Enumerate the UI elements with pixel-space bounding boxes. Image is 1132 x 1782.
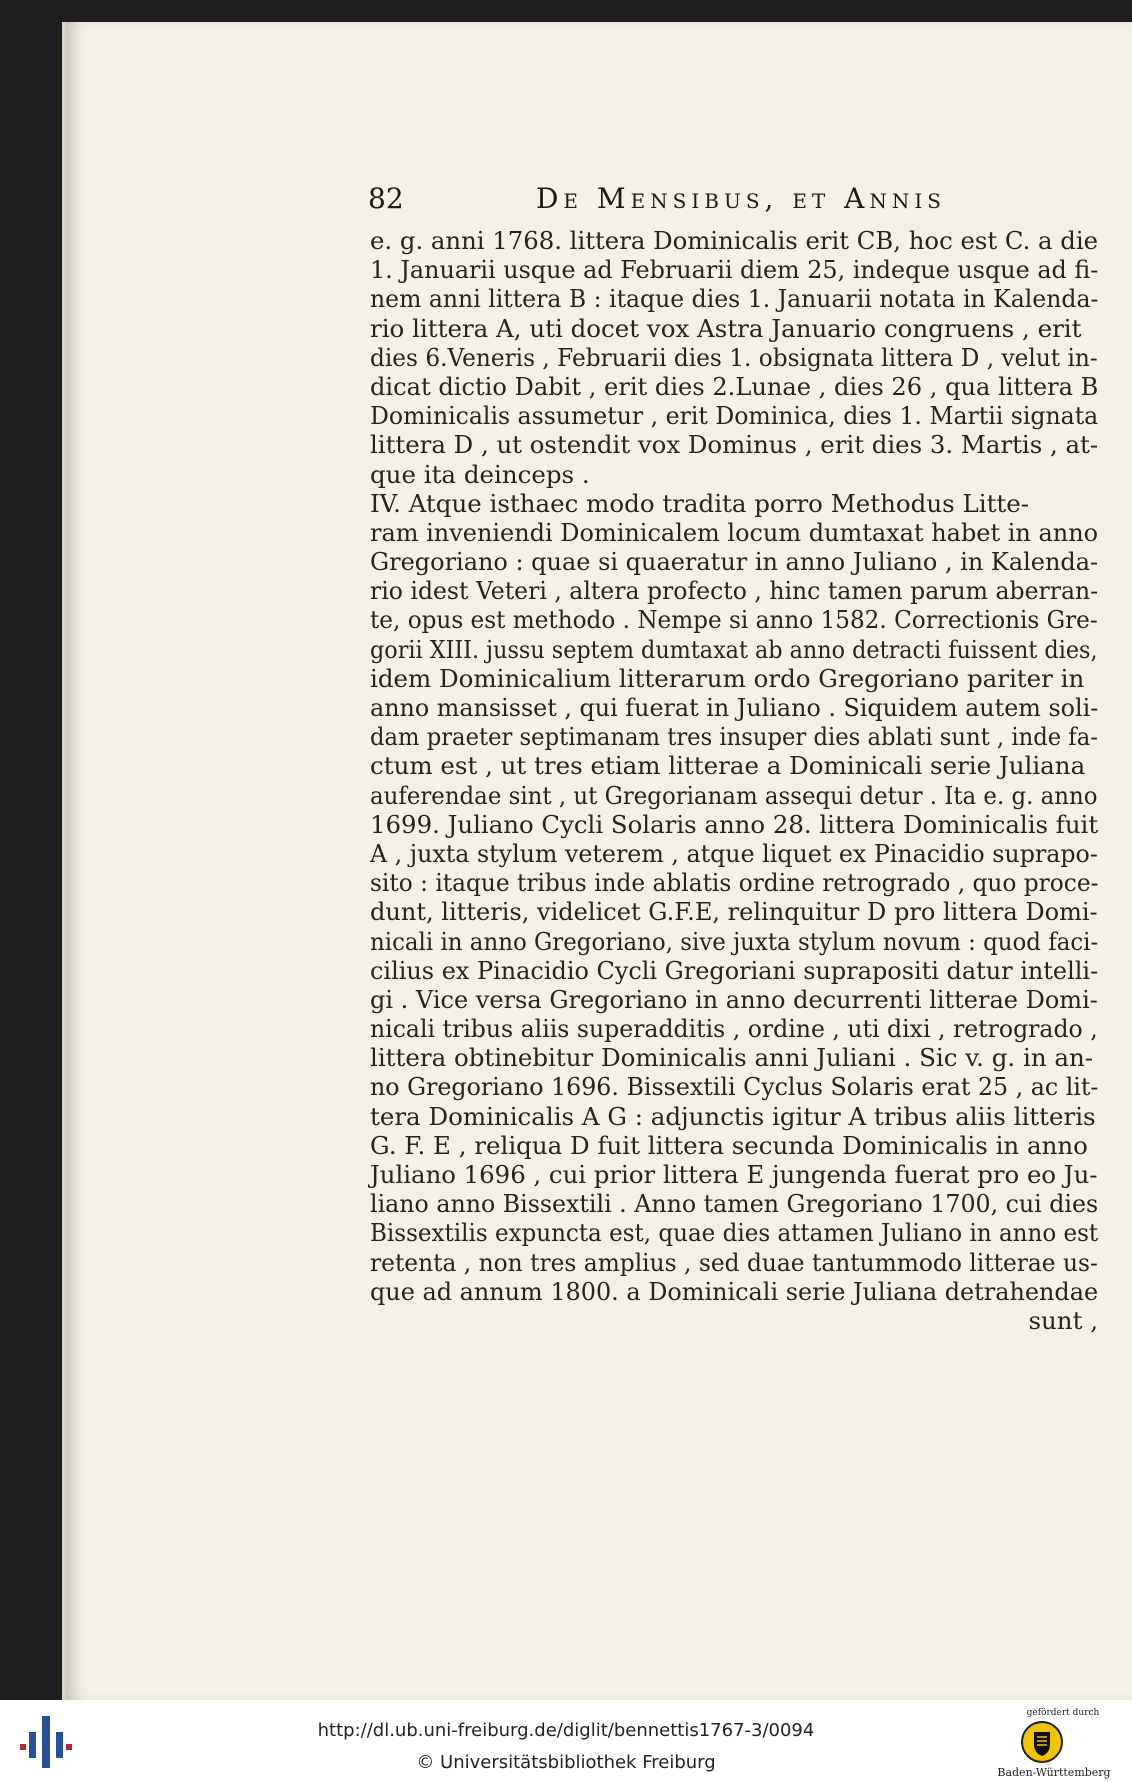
- text-line: 1699. Juliano Cycli Solaris anno 28. littera Dominicalis fuit: [370, 809, 1099, 839]
- text-line: auferendae sint , ut Gregorianam assequi detur . Ita e. g. anno: [370, 780, 1098, 810]
- text-line: idem Dominicalium litterarum ordo Gregoriano pariter in: [370, 663, 1085, 693]
- text-line: 1. Januarii usque ad Februarii diem 25, indeque usque ad fi-: [370, 255, 1099, 285]
- sponsor-caption: gefördert durch: [1026, 1708, 1100, 1718]
- page-number: 82: [368, 182, 404, 215]
- text-line: gi . Vice versa Gregoriano in anno decurrenti litterae Domi-: [370, 984, 1098, 1014]
- running-title: De Mensibus, et Annis: [535, 182, 946, 215]
- catchword: sunt ,: [1028, 1305, 1098, 1335]
- text-line: nem anni littera B : itaque dies 1. Januarii notata in Kalenda-: [370, 284, 1099, 314]
- sponsor-name: Baden-Württemberg: [997, 1766, 1111, 1779]
- text-line: gorii XIII. jussu septem dumtaxat ab anno detracti fuissent dies,: [370, 634, 1098, 664]
- text-line: littera obtinebitur Dominicalis anni Juliani . Sic v. g. in an-: [370, 1043, 1094, 1073]
- text-line: dies 6.Veneris , Februarii dies 1. obsignata littera D , velut in-: [370, 342, 1098, 372]
- text-line: te, opus est methodo . Nempe si anno 1582. Correctionis Gre-: [370, 605, 1098, 635]
- viewer-footer: [0, 1700, 1132, 1782]
- text-line: G. F. E , reliqua D fuit littera secunda Dominicalis in anno: [370, 1130, 1088, 1160]
- permalink-url[interactable]: http://dl.ub.uni-freiburg.de/diglit/bennettis1767-3/0094: [317, 1720, 815, 1741]
- text-line: que ita deinceps .: [370, 459, 590, 489]
- text-line: ctum est , ut tres etiam litterae a Dominicali serie Juliana: [370, 751, 1086, 781]
- text-line: Gregoriano : quae si quaeratur in anno Juliano , in Kalenda-: [370, 547, 1099, 577]
- text-line: Juliano 1696 , cui prior littera E jungenda fuerat pro eo Ju-: [370, 1160, 1098, 1189]
- baden-wuerttemberg-coat-of-arms-icon: [1020, 1720, 1064, 1764]
- text-line: nicali tribus aliis superadditis , ordine , uti dixi , retrogrado ,: [370, 1014, 1098, 1044]
- text-line: IV. Atque isthaec modo tradita porro Methodus Litte-: [370, 488, 1030, 518]
- text-line: cilius ex Pinacidio Cycli Gregoriani suprapositi datur intelli-: [370, 955, 1099, 985]
- text-line: A , juxta stylum veterem , atque liquet ex Pinacidio suprapo-: [370, 838, 1098, 868]
- text-line: dicat dictio Dabit , erit dies 2.Lunae , dies 26 , qua littera B: [370, 371, 1099, 401]
- text-line: tera Dominicalis A G : adjunctis igitur A tribus aliis litteris: [370, 1101, 1096, 1131]
- text-line: dam praeter septimanam tres insuper dies ablati sunt , inde fa-: [370, 722, 1098, 752]
- text-line: no Gregoriano 1696. Bissextili Cyclus Solaris erat 25 , ac lit-: [370, 1072, 1099, 1102]
- text-line: retenta , non tres amplius , sed duae tantummodo litterae us-: [370, 1247, 1098, 1277]
- copyright-notice: © Universitätsbibliothek Freiburg: [416, 1752, 716, 1773]
- text-line: e. g. anni 1768. littera Dominicalis erit CB, hoc est C. a die: [370, 226, 1099, 255]
- text-line: anno mansisset , qui fuerat in Juliano . Siquidem autem soli-: [370, 693, 1099, 722]
- text-line: dunt, litteris, videlicet G.F.E, relinquitur D pro littera Domi-: [370, 897, 1098, 927]
- text-line: Dominicalis assumetur , erit Dominica, dies 1. Martii signata: [370, 401, 1099, 431]
- text-line: rio littera A, uti docet vox Astra Januario congruens , erit: [370, 313, 1082, 343]
- text-line: rio idest Veteri , altera profecto , hinc tamen parum aberran-: [370, 576, 1099, 606]
- page-header: [368, 182, 946, 222]
- text-line: liano anno Bissextili . Anno tamen Gregoriano 1700, cui dies: [370, 1189, 1099, 1219]
- text-line: sito : itaque tribus inde ablatis ordine retrogrado , quo proce-: [370, 868, 1099, 898]
- text-line: littera D , ut ostendit vox Dominus , erit dies 3. Martis , at-: [370, 430, 1099, 460]
- text-line: que ad annum 1800. a Dominicali serie Juliana detrahendae: [370, 1276, 1099, 1306]
- text-line: nicali in anno Gregoriano, sive juxta stylum novum : quod faci-: [370, 926, 1099, 956]
- text-line: ram inveniendi Dominicalem locum dumtaxat habet in anno: [370, 517, 1099, 547]
- body-text: [370, 226, 1098, 1335]
- text-line: Bissextilis expuncta est, quae dies attamen Juliano in anno est: [370, 1218, 1099, 1248]
